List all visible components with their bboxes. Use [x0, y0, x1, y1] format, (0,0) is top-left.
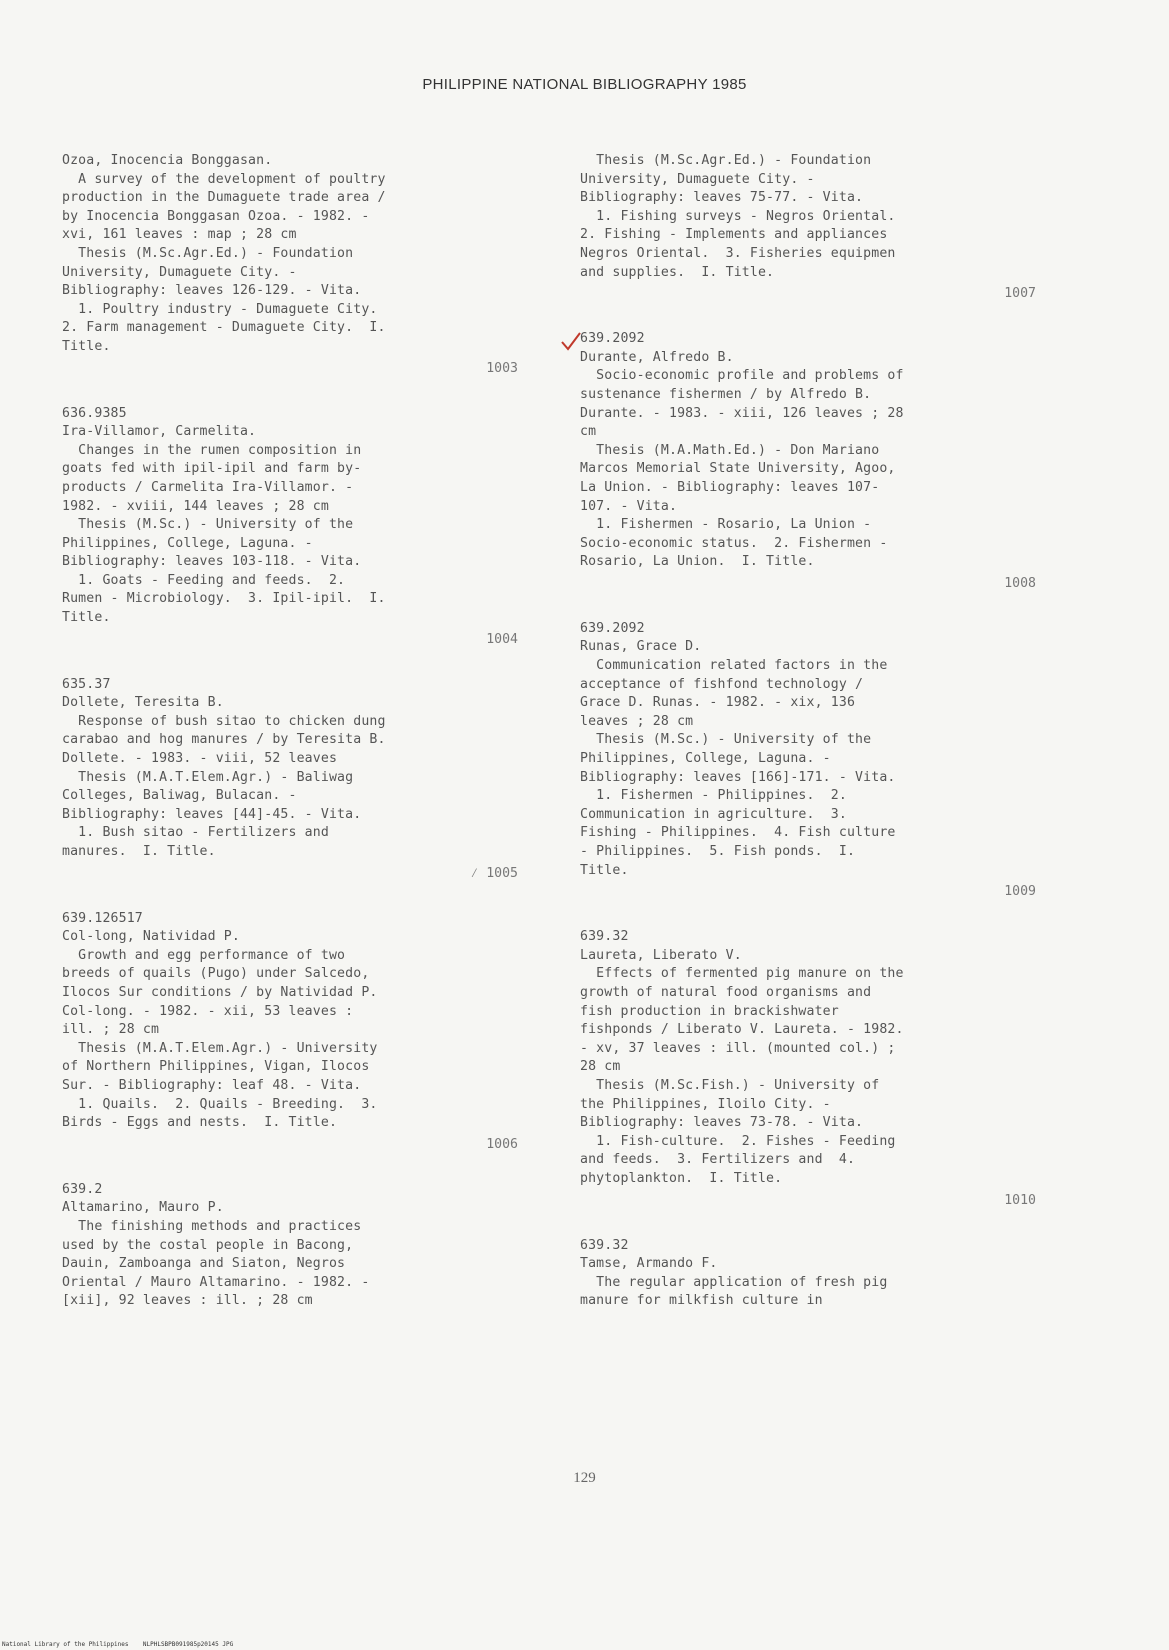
- entry-line: and feeds. 3. Fertilizers and 4.: [580, 1152, 856, 1168]
- entry-line: Thesis (M.A.Math.Ed.) - Don Mariano: [580, 442, 880, 458]
- entry-line: Runas, Grace D.: [580, 639, 702, 655]
- entry-line: 1982. - xviii, 144 leaves ; 28 cm: [62, 498, 329, 514]
- entry-number: 1009: [1004, 884, 1036, 900]
- entry-line: 639.32: [580, 929, 629, 945]
- entry-line: 2. Fishing - Implements and appliances: [580, 227, 888, 243]
- entry-number: 1007: [1004, 286, 1036, 302]
- bibliography-entry: [580, 1237, 1050, 1311]
- entry-line: Socio-economic profile and problems of: [580, 368, 904, 384]
- entry-line: Communication related factors in the: [580, 658, 888, 674]
- entry-line: Laureta, Liberato V.: [580, 947, 742, 963]
- entry-line: 635.37: [62, 676, 111, 692]
- entry-line: Thesis (M.Sc.) - University of the: [62, 517, 354, 533]
- entry-line: ill. ; 28 cm: [62, 1022, 160, 1038]
- entry-line: 639.126517: [62, 910, 143, 926]
- entry-number: ⁄ 1005: [470, 865, 518, 881]
- checkmark-icon: [560, 330, 582, 352]
- entry-line: Negros Oriental. 3. Fisheries equipmen: [580, 245, 896, 261]
- entry-line: La Union. - Bibliography: leaves 107-: [580, 479, 880, 495]
- entry-line: Birds - Eggs and nests. I. Title.: [62, 1115, 338, 1131]
- entry-line: Thesis (M.Sc.Fish.) - University of: [580, 1077, 880, 1093]
- entry-line: 1. Fishing surveys - Negros Oriental.: [580, 208, 896, 224]
- bibliography-entry: [62, 152, 532, 379]
- entry-line: Colleges, Baliwag, Bulacan. -: [62, 788, 297, 804]
- entry-line: The regular application of fresh pig: [580, 1274, 888, 1290]
- entry-line: Rumen - Microbiology. 3. Ipil-ipil. I.: [62, 591, 386, 607]
- entry-line: Grace D. Runas. - 1982. - xix, 136: [580, 695, 856, 711]
- entry-line: the Philippines, Iloilo City. -: [580, 1096, 831, 1112]
- entry-line: Effects of fermented pig manure on the: [580, 966, 904, 982]
- entry-line: University, Dumaguete City. -: [580, 171, 815, 187]
- entry-line: 1. Poultry industry - Dumaguete City.: [62, 301, 378, 317]
- entry-number: 1008: [1004, 575, 1036, 591]
- entry-line: xvi, 161 leaves : map ; 28 cm: [62, 227, 297, 243]
- entry-line: 1. Fish-culture. 2. Fishes - Feeding: [580, 1133, 896, 1149]
- entry-line: Response of bush sitao to chicken dung: [62, 713, 386, 729]
- entry-line: acceptance of fishfond technology /: [580, 676, 864, 692]
- entry-line: Col-long. - 1982. - xii, 53 leaves :: [62, 1003, 354, 1019]
- entry-line: Oriental / Mauro Altamarino. - 1982. -: [62, 1274, 370, 1290]
- entry-line: Thesis (M.A.T.Elem.Agr.) - University: [62, 1040, 378, 1056]
- entry-line: Dollete, Teresita B.: [62, 695, 224, 711]
- entry-line: 1. Quails. 2. Quails - Breeding. 3.: [62, 1096, 378, 1112]
- entry-line: Durante, Alfredo B.: [580, 349, 734, 365]
- entry-line: phytoplankton. I. Title.: [580, 1170, 783, 1186]
- entry-line: carabao and hog manures / by Teresita B.: [62, 732, 386, 748]
- entry-line: 1. Goats - Feeding and feeds. 2.: [62, 572, 346, 588]
- page-header: PHILIPPINE NATIONAL BIBLIOGRAPHY 1985: [422, 76, 747, 93]
- entry-line: 1. Fishermen - Philippines. 2.: [580, 788, 847, 804]
- entry-line: 636.9385: [62, 405, 127, 421]
- bibliography-entry: [580, 152, 1050, 304]
- entry-line: Bibliography: leaves [44]-45. - Vita.: [62, 806, 362, 822]
- entry-line: manure for milkfish culture in: [580, 1293, 823, 1309]
- entry-line: fishponds / Liberato V. Laureta. - 1982.: [580, 1022, 904, 1038]
- entry-line: Tamse, Armando F.: [580, 1256, 718, 1272]
- bibliography-entry: [62, 1181, 532, 1311]
- entry-line: sustenance fishermen / by Alfredo B.: [580, 386, 872, 402]
- entry-number: 1006: [486, 1136, 518, 1152]
- entry-line: Title.: [580, 862, 629, 878]
- entry-line: leaves ; 28 cm: [580, 713, 694, 729]
- bibliography-entry: [580, 620, 1050, 902]
- bibliography-entry: [62, 405, 532, 650]
- bibliography-entry: [580, 928, 1050, 1210]
- entry-line: 639.2092: [580, 331, 645, 347]
- entry-line: 639.2: [62, 1181, 103, 1197]
- entry-line: breeds of quails (Pugo) under Salcedo,: [62, 966, 370, 982]
- entry-line: Durante. - 1983. - xiii, 126 leaves ; 28: [580, 405, 904, 421]
- entry-line: Philippines, College, Laguna. -: [62, 535, 313, 551]
- entry-line: 1. Fishermen - Rosario, La Union -: [580, 517, 872, 533]
- entry-line: Col-long, Natividad P.: [62, 929, 240, 945]
- entry-line: 28 cm: [580, 1059, 621, 1075]
- entry-line: 639.32: [580, 1237, 629, 1253]
- entry-line: manures. I. Title.: [62, 844, 216, 859]
- entry-line: 2. Farm management - Dumaguete City. I.: [62, 320, 386, 336]
- bibliography-entry: [580, 330, 1050, 594]
- entry-line: 639.2092: [580, 620, 645, 636]
- entry-line: Ira-Villamor, Carmelita.: [62, 424, 257, 440]
- entry-line: Changes in the rumen composition in: [62, 442, 362, 458]
- entry-line: A survey of the development of poultry: [62, 171, 386, 187]
- entry-line: Bibliography: leaves 126-129. - Vita.: [62, 283, 362, 299]
- bibliography-entry: [62, 676, 532, 884]
- entry-line: and supplies. I. Title.: [580, 264, 775, 280]
- entry-line: products / Carmelita Ira-Villamor. -: [62, 479, 354, 495]
- entry-line: Rosario, La Union. I. Title.: [580, 554, 815, 570]
- entry-line: - xv, 37 leaves : ill. (mounted col.) ;: [580, 1040, 896, 1056]
- entry-line: Philippines, College, Laguna. -: [580, 751, 831, 767]
- entry-line: - Philippines. 5. Fish ponds. I.: [580, 844, 856, 859]
- entry-line: Thesis (M.Sc.) - University of the: [580, 732, 872, 748]
- left-column: [62, 152, 532, 1337]
- entry-line: Dollete. - 1983. - viii, 52 leaves: [62, 751, 338, 767]
- entry-line: cm: [580, 424, 597, 440]
- entry-line: [xii], 92 leaves : ill. ; 28 cm: [62, 1293, 313, 1309]
- entry-line: fish production in brackishwater: [580, 1003, 839, 1019]
- entry-line: by Inocencia Bonggasan Ozoa. - 1982. -: [62, 208, 370, 224]
- entry-line: growth of natural food organisms and: [580, 984, 872, 1000]
- bibliography-entry: [62, 910, 532, 1155]
- entry-line: Dauin, Zamboanga and Siaton, Negros: [62, 1256, 346, 1272]
- entry-line: Ilocos Sur conditions / by Natividad P.: [62, 984, 378, 1000]
- entry-line: University, Dumaguete City. -: [62, 264, 297, 280]
- entry-line: Bibliography: leaves [166]-171. - Vita.: [580, 769, 896, 785]
- entry-line: Marcos Memorial State University, Agoo,: [580, 461, 896, 477]
- entry-line: of Northern Philippines, Vigan, Ilocos: [62, 1059, 370, 1075]
- entry-number: 1010: [1004, 1192, 1036, 1208]
- entry-line: Title.: [62, 338, 111, 354]
- right-column: [580, 152, 1050, 1337]
- entry-line: Bibliography: leaves 73-78. - Vita.: [580, 1115, 864, 1131]
- entry-line: goats fed with ipil-ipil and farm by-: [62, 461, 362, 477]
- entry-line: Growth and egg performance of two: [62, 947, 346, 963]
- entry-number: 1004: [486, 631, 518, 647]
- entry-line: used by the costal people in Bacong,: [62, 1237, 354, 1253]
- entry-line: Fishing - Philippines. 4. Fish culture: [580, 825, 896, 841]
- entry-line: Ozoa, Inocencia Bonggasan.: [62, 153, 273, 168]
- entry-line: 1. Bush sitao - Fertilizers and: [62, 825, 329, 841]
- entry-line: Title.: [62, 610, 111, 626]
- entry-line: Socio-economic status. 2. Fishermen -: [580, 535, 888, 551]
- entry-line: Thesis (M.Sc.Agr.Ed.) - Foundation: [62, 245, 354, 261]
- entry-line: Altamarino, Mauro P.: [62, 1200, 224, 1216]
- entry-line: Communication in agriculture. 3.: [580, 806, 847, 822]
- entry-line: 107. - Vita.: [580, 498, 678, 514]
- entry-line: Thesis (M.A.T.Elem.Agr.) - Baliwag: [62, 769, 354, 785]
- scan-footer: National Library of the Philippines NLPHLSBPB091985p20145 JPG: [2, 1641, 234, 1648]
- entry-number: 1003: [486, 360, 518, 376]
- page-number: 129: [573, 1470, 596, 1486]
- entry-line: The finishing methods and practices: [62, 1218, 362, 1234]
- entry-line: production in the Dumaguete trade area /: [62, 190, 386, 206]
- entry-line: Bibliography: leaves 75-77. - Vita.: [580, 190, 864, 206]
- entry-line: Thesis (M.Sc.Agr.Ed.) - Foundation: [580, 153, 872, 168]
- entry-line: Bibliography: leaves 103-118. - Vita.: [62, 554, 362, 570]
- entry-line: Sur. - Bibliography: leaf 48. - Vita.: [62, 1077, 362, 1093]
